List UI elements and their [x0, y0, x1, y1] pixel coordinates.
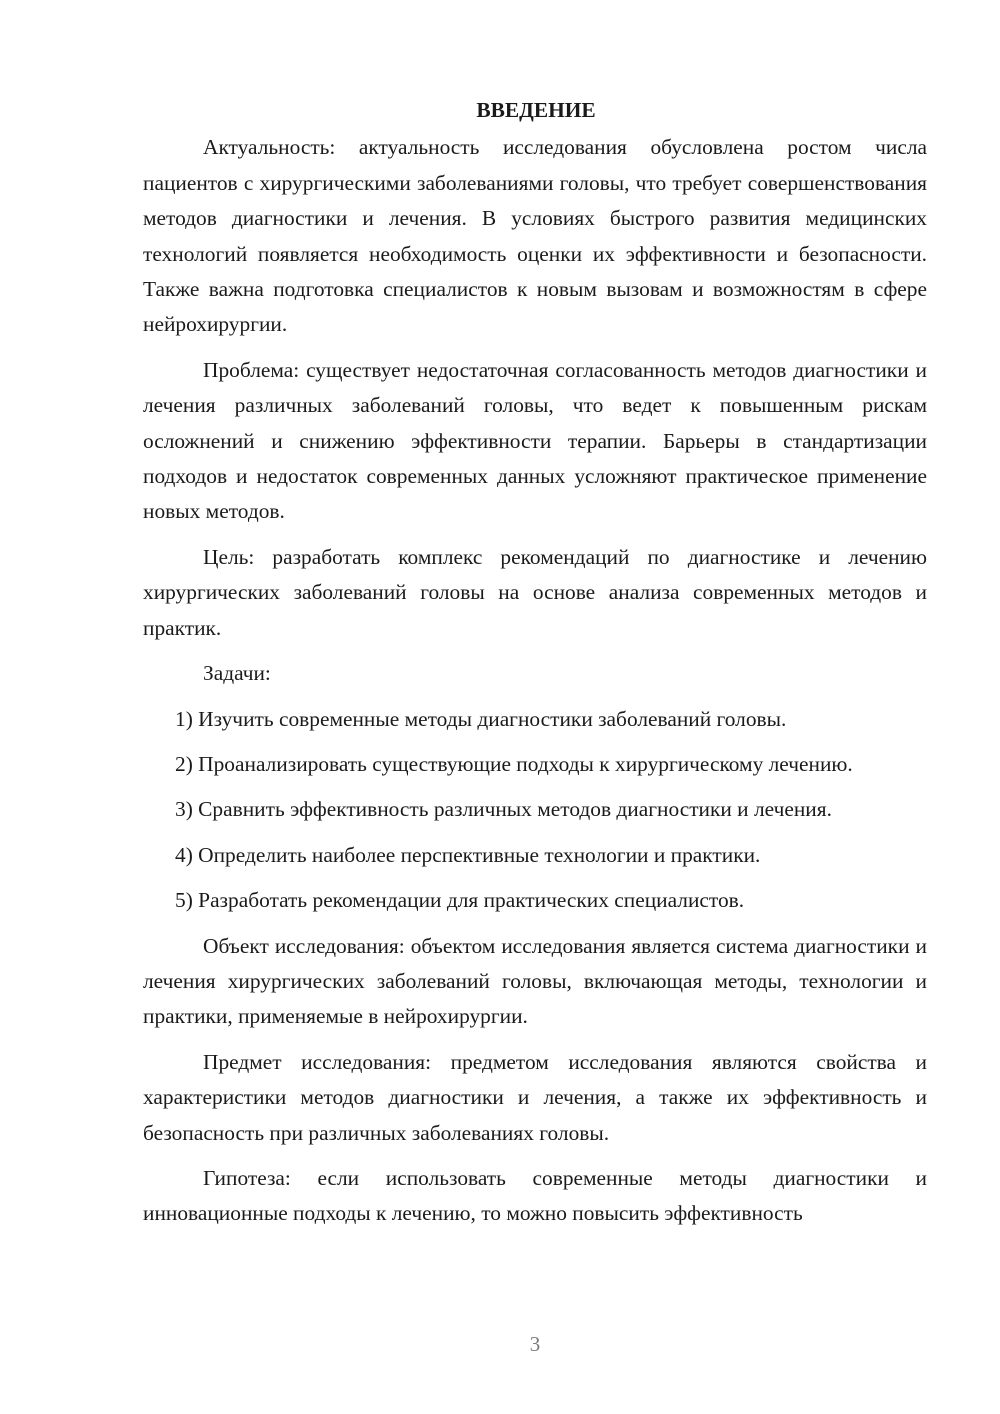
tasks-label: Задачи:: [203, 661, 271, 686]
relevance-paragraph: Актуальность: актуальность исследования обусловлена ростом числа пациентов с хирургическими заболеваниями головы, что требует совершенствования методов диагностики и лечения. В условиях быстрого развития медицинских технологий появляется необходимость оценки их эффективности и безопасности. Также важна подготовка специалистов к новым вызовам и возможностям в сфере нейрохирургии.: [143, 135, 927, 337]
subject-paragraph: Предмет исследования: предметом исследования являются свойства и характеристики методов диагностики и лечения, а также их эффективность и безопасность при различных заболеваниях головы.: [143, 1049, 927, 1145]
task-item-5: 5) Разработать рекомендации для практических специалистов.: [175, 888, 745, 913]
section-heading: ВВЕДЕНИЕ: [476, 98, 596, 122]
task-item-1: 1) Изучить современные методы диагностики заболеваний головы.: [175, 706, 787, 731]
document-body: [143, 93, 927, 1232]
goal-paragraph: Цель: разработать комплекс рекомендаций по диагностике и лечению хирургических заболеваний головы на основе анализа современных методов и практик.: [143, 544, 927, 640]
object-paragraph: Объект исследования: объектом исследования является система диагностики и лечения хирургических заболеваний головы, включающая методы, технологии и практики, применяемые в нейрохирургии.: [143, 933, 927, 1029]
hypothesis-paragraph: Гипотеза: если использовать современные методы диагностики и инновационные подходы к лечению, то можно повысить эффективность: [143, 1165, 927, 1226]
task-item-3: 3) Сравнить эффективность различных методов диагностики и лечения.: [175, 797, 832, 822]
page-number: 3: [529, 1332, 541, 1356]
task-item-2: 2) Проанализировать существующие подходы к хирургическому лечению.: [175, 751, 853, 776]
task-item-4: 4) Определить наиболее перспективные технологии и практики.: [175, 842, 761, 867]
problem-paragraph: Проблема: существует недостаточная согласованность методов диагностики и лечения различных заболеваний головы, что ведет к повышенным рискам осложнений и снижению эффективности терапии. Барьеры в стандартизации подходов и недостаток современных данных усложняют практическое применение новых методов.: [143, 357, 927, 524]
